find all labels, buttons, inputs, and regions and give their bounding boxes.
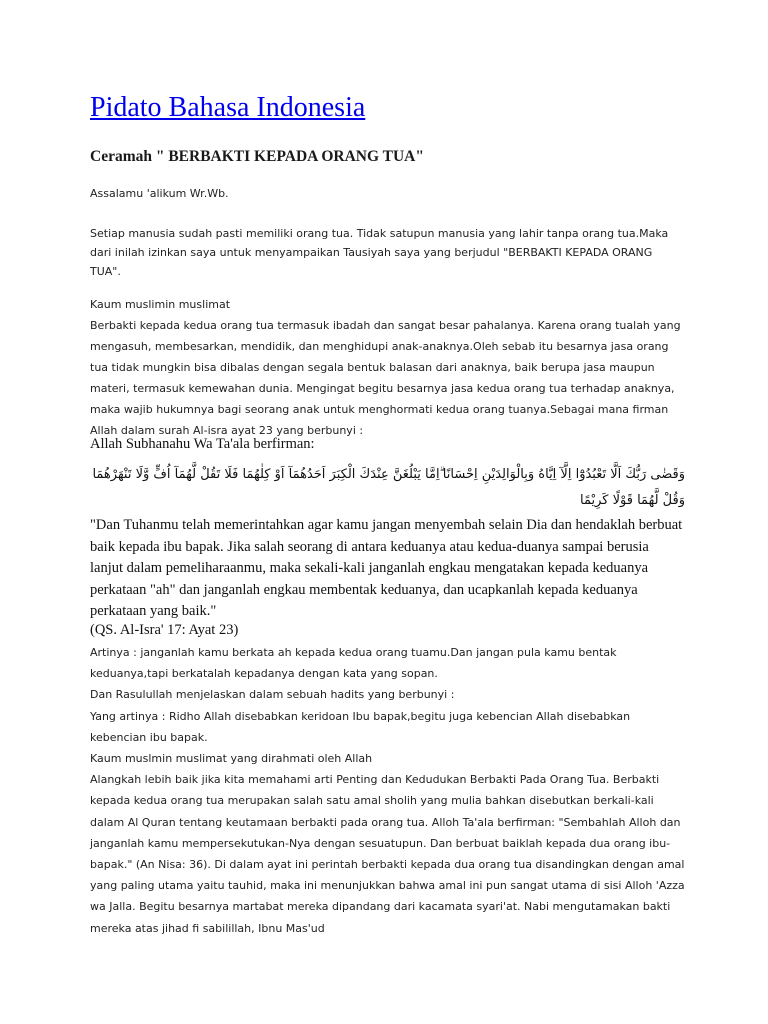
- hadith-meaning-line: Yang artinya : Ridho Allah disebabkan keridoan Ibu bapak,begitu juga kebencian Allah disebabkan kebencian ibu bapak.: [90, 709, 631, 744]
- sermon-subtitle: Ceramah " BERBAKTI KEPADA ORANG TUA": [90, 148, 424, 165]
- page-title[interactable]: Pidato Bahasa Indonesia: [90, 92, 366, 123]
- verse-citation: (QS. Al-Isra' 17: Ayat 23): [90, 622, 239, 638]
- closing-paragraph: Alangkah lebih baik jika kita memahami arti Penting dan Kedudukan Berbakti Pada Orang Tua. Berbakti kepada kedua orang tua merupakan salah satu amal sholih yang mulia bahkan disebutkan berkali-kali dalam Al Quran tentang keutamaan berbakti pada orang tua. Alloh Ta'ala berfirman: "Sembahlah Alloh dan janganlah kamu mempersekutukan-Nya dengan sesuatupun. Dan berbuat baiklah kepada dua orang ibu-bapak." (An Nisa: 36). Di dalam ayat ini perintah berbakti kepada dua orang tua disandingkan dengan amal yang paling utama yaitu tauhid, maka ini menunjukkan bahwa amal ini pun sangat utama di sisi Alloh 'Azza wa Jalla. Begitu besarnya martabat mereka dipandang dari kacamata syari'at. Nabi mengutamakan bakti mereka atas jihad fi sabilillah, Ibnu Mas'ud: [90, 773, 685, 935]
- body-paragraph-1: [90, 294, 685, 441]
- intro-paragraph: Setiap manusia sudah pasti memiliki orang tua. Tidak satupun manusia yang lahir tanpa orang tua.Maka dari inilah izinkan saya untuk menyampaikan Tausiyah saya yang berjudul "BERBAKTI KEPADA ORANG TUA".: [90, 227, 669, 278]
- translation-quote: "Dan Tuhanmu telah memerintahkan agar kamu jangan menyembah selain Dia dan hendaklah berbuat baik kepada ibu bapak. Jika salah seorang di antara keduanya atau kedua-duanya sampai berusia lanjut dalam pemeliharaanmu, maka sekali-kali janganlah engkau mengatakan kepada keduanya perkataan "ah" dan janganlah engkau membentak keduanya, dan ucapkanlah kepada keduanya perkataan yang baik.": [90, 517, 683, 619]
- paragraph-text: Berbakti kepada kedua orang tua termasuk ibadah dan sangat besar pahalanya. Karena orang tualah yang mengasuh, membesarkan, mendidik, dan menghidupi anak-anaknya.Oleh sebab itu besarnya jasa orang tua tidak mungkin bisa dibalas dengan segala bentuk balasan dari anaknya, baik berupa jasa maupun materi, termasuk kemewahan dunia. Mengingat begitu besarnya jasa kedua orang tua terhadap anaknya, maka wajib hukumnya bagi seorang anak untuk menghormati kedua orang tuanya.Sebagai mana firman Allah dalam surah Al-isra ayat 23 yang berbunyi :: [90, 319, 681, 437]
- meaning-line: Artinya : janganlah kamu berkata ah kepada kedua orang tuamu.Dan jangan pula kamu bentak keduanya,tapi berkatalah kepadanya dengan kata yang sopan.: [90, 646, 617, 681]
- body-paragraph-2: [90, 642, 685, 939]
- allah-says-line: Allah Subhanahu Wa Ta'ala berfirman:: [90, 436, 315, 452]
- address-line: Kaum muslimin muslimat: [90, 298, 231, 311]
- address-line-2: Kaum muslmin muslimat yang dirahmati oleh Allah: [90, 752, 373, 766]
- greeting-text: Assalamu 'alikum Wr.Wb.: [90, 187, 229, 200]
- hadith-intro-line: Dan Rasulullah menjelaskan dalam sebuah hadits yang berbunyi :: [90, 688, 455, 702]
- arabic-verse: وَقَضٰى رَبُّكَ اَلَّا تَعْبُدُوْٓا اِلَّآ اِيَّاهُ وَبِالْوَالِدَيْنِ اِحْسَانًا ۗاِمَّا يَبْلُغَنَّ عِنْدَكَ الْكِبَرَ اَحَدُهُمَآ اَوْ كِلٰهُمَا فَلَا تَقُلْ لَّهُمَآ اُفٍّ وَّلَا تَنْهَرْهُمَا وَقُلْ لَّهُمَا قَوْلًا كَرِيْمًا: [92, 467, 685, 508]
